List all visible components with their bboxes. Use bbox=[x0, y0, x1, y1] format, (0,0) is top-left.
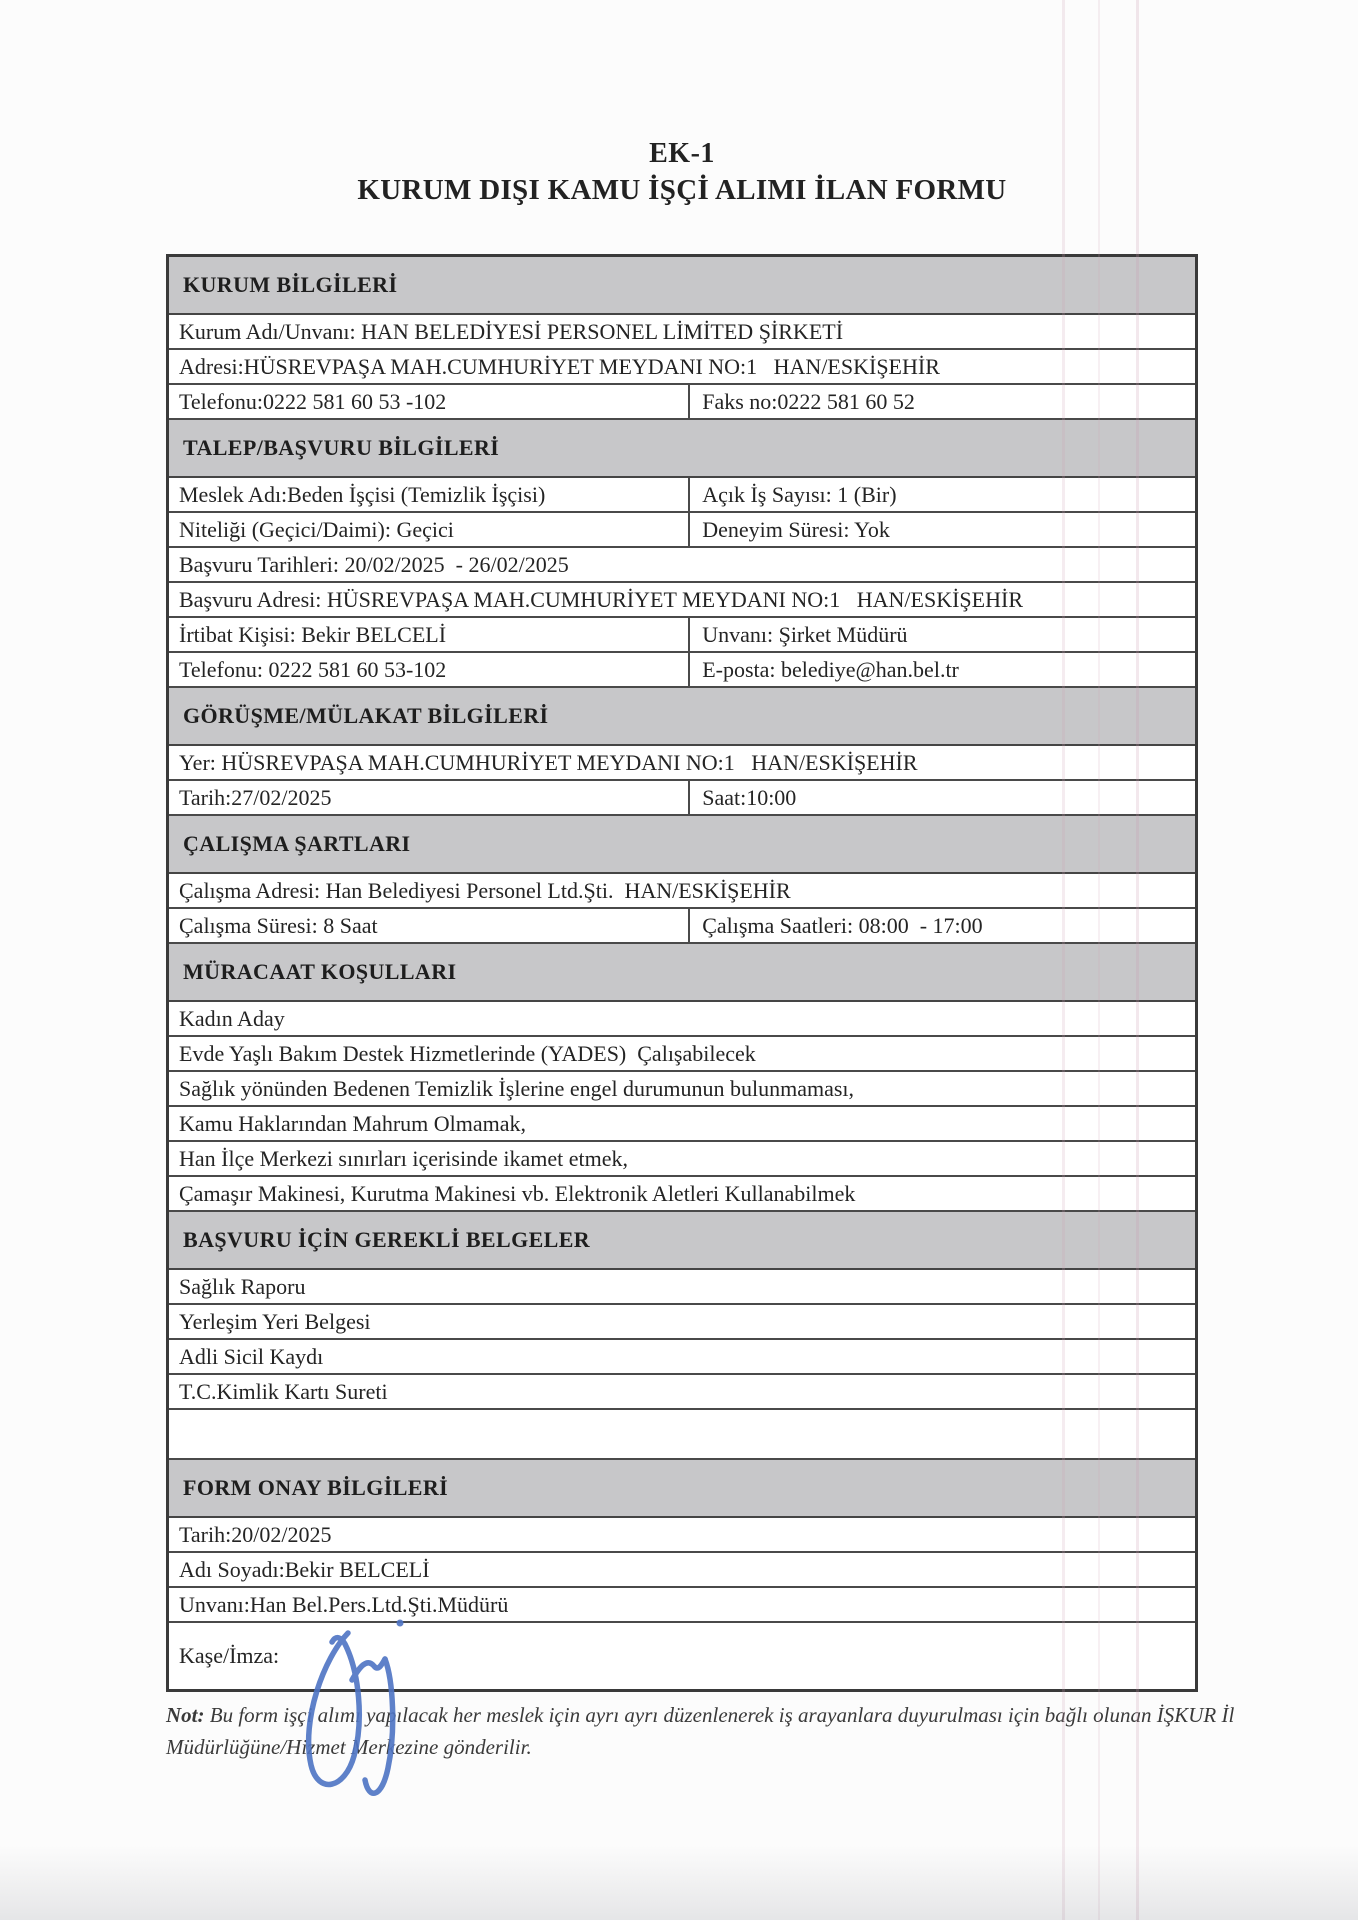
footer-note bbox=[166, 1700, 1236, 1764]
adresi-value: Adresi:HÜSREVPAŞA MAH.CUMHURİYET MEYDANI NO:1 HAN/ESKİŞEHİR bbox=[179, 353, 940, 379]
form-table bbox=[166, 254, 1198, 1692]
row-kosul-2 bbox=[169, 1037, 1195, 1072]
kosul-5-value: Han İlçe Merkezi sınırları içerisinde ikamet etmek, bbox=[179, 1145, 628, 1171]
row-telefon-eposta bbox=[169, 653, 1195, 688]
row-basvuru-tarihleri bbox=[169, 548, 1195, 583]
row-adi-soyadi bbox=[169, 1553, 1195, 1588]
adi-soyadi-value: Adı Soyadı:Bekir BELCELİ bbox=[179, 1556, 430, 1582]
row-onay-tarih bbox=[169, 1518, 1195, 1553]
row-kosul-5 bbox=[169, 1142, 1195, 1177]
cell-acik-is-sayisi: Açık İş Sayısı: 1 (Bir) bbox=[702, 481, 897, 507]
row-adresi bbox=[169, 350, 1195, 385]
kosul-1-value: Kadın Aday bbox=[179, 1005, 285, 1031]
section-header-gorusme-mulakat: GÖRÜŞME/MÜLAKAT BİLGİLERİ bbox=[169, 688, 1195, 746]
scan-bottom-shade bbox=[0, 1845, 1358, 1920]
belge-2-value: Yerleşim Yeri Belgesi bbox=[179, 1308, 371, 1334]
row-calisma-adresi bbox=[169, 874, 1195, 909]
row-basvuru-adresi bbox=[169, 583, 1195, 618]
form-ek-label: EK-1 bbox=[649, 138, 715, 169]
yer-value: Yer: HÜSREVPAŞA MAH.CUMHURİYET MEYDANI NO:1 HAN/ESKİŞEHİR bbox=[179, 749, 918, 775]
row-kosul-1 bbox=[169, 1002, 1195, 1037]
cell-telefonu: Telefonu:0222 581 60 53 -102 bbox=[169, 385, 690, 418]
row-sure-saatler bbox=[169, 909, 1195, 944]
kosul-3-value: Sağlık yönünden Bedenen Temizlik İşlerine engel durumunun bulunmaması, bbox=[179, 1075, 855, 1101]
cell-calisma-suresi: Çalışma Süresi: 8 Saat bbox=[169, 909, 690, 942]
section-header-calisma-sartlari: ÇALIŞMA ŞARTLARI bbox=[169, 816, 1195, 874]
kosul-2-value: Evde Yaşlı Bakım Destek Hizmetlerinde (YADES) Çalışabilecek bbox=[179, 1040, 756, 1066]
belge-1-value: Sağlık Raporu bbox=[179, 1273, 306, 1299]
kase-imza-label: Kaşe/İmza: bbox=[179, 1643, 280, 1668]
cell-irtibat-kisisi: İrtibat Kişisi: Bekir BELCELİ bbox=[169, 618, 690, 651]
cell-meslek-adi: Meslek Adı:Beden İşçisi (Temizlik İşçisi) bbox=[169, 478, 690, 511]
belge-3-value: Adli Sicil Kaydı bbox=[179, 1343, 324, 1369]
cell-unvani: Unvanı: Şirket Müdürü bbox=[702, 621, 908, 647]
row-onay-unvani bbox=[169, 1588, 1195, 1623]
row-kosul-4 bbox=[169, 1107, 1195, 1142]
row-belge-1 bbox=[169, 1270, 1195, 1305]
row-belge-4 bbox=[169, 1375, 1195, 1410]
section-header-muracaat-kosullari: MÜRACAAT KOŞULLARI bbox=[169, 944, 1195, 1002]
row-irtibat-unvani bbox=[169, 618, 1195, 653]
row-meslek-acikis bbox=[169, 478, 1195, 513]
row-kosul-3 bbox=[169, 1072, 1195, 1107]
row-niteligi-deneyim bbox=[169, 513, 1195, 548]
section-header-talep-basvuru: TALEP/BAŞVURU BİLGİLERİ bbox=[169, 420, 1195, 478]
kurum-adi-value: Kurum Adı/Unvanı: HAN BELEDİYESİ PERSONEL LİMİTED ŞİRKETİ bbox=[179, 318, 844, 344]
kosul-6-value: Çamaşır Makinesi, Kurutma Makinesi vb. Elektronik Aletleri Kullanabilmek bbox=[179, 1180, 856, 1206]
cell-telefonu-2: Telefonu: 0222 581 60 53-102 bbox=[169, 653, 690, 686]
row-kase-imza bbox=[169, 1623, 1195, 1689]
section-header-gerekli-belgeler: BAŞVURU İÇİN GEREKLİ BELGELER bbox=[169, 1212, 1195, 1270]
onay-tarih-value: Tarih:20/02/2025 bbox=[179, 1521, 332, 1547]
row-tarih-saat bbox=[169, 781, 1195, 816]
row-belge-3 bbox=[169, 1340, 1195, 1375]
section-header-form-onay: FORM ONAY BİLGİLERİ bbox=[169, 1460, 1195, 1518]
cell-saat: Saat:10:00 bbox=[702, 784, 797, 810]
row-yer bbox=[169, 746, 1195, 781]
row-kurum-adi bbox=[169, 315, 1195, 350]
cell-deneyim-suresi: Deneyim Süresi: Yok bbox=[702, 516, 890, 542]
row-telefon-faks bbox=[169, 385, 1195, 420]
cell-tarih: Tarih:27/02/2025 bbox=[169, 781, 690, 814]
basvuru-tarihleri-value: Başvuru Tarihleri: 20/02/2025 - 26/02/2025 bbox=[179, 551, 569, 577]
basvuru-adresi-value: Başvuru Adresi: HÜSREVPAŞA MAH.CUMHURİYET MEYDANI NO:1 HAN/ESKİŞEHİR bbox=[179, 586, 1023, 612]
cell-faks: Faks no:0222 581 60 52 bbox=[702, 388, 915, 414]
footer-note-label: Not: bbox=[166, 1703, 205, 1727]
calisma-adresi-value: Çalışma Adresi: Han Belediyesi Personel Ltd.Şti. HAN/ESKİŞEHİR bbox=[179, 877, 791, 903]
kosul-4-value: Kamu Haklarından Mahrum Olmamak, bbox=[179, 1110, 527, 1136]
row-empty-spacer bbox=[169, 1410, 1195, 1460]
row-kosul-6 bbox=[169, 1177, 1195, 1212]
form-title: KURUM DIŞI KAMU İŞÇİ ALIMI İLAN FORMU bbox=[357, 174, 1007, 206]
cell-calisma-saatleri: Çalışma Saatleri: 08:00 - 17:00 bbox=[702, 912, 983, 938]
belge-4-value: T.C.Kimlik Kartı Sureti bbox=[179, 1378, 388, 1404]
section-header-kurum-bilgileri: KURUM BİLGİLERİ bbox=[169, 257, 1195, 315]
row-belge-2 bbox=[169, 1305, 1195, 1340]
onay-unvani-value: Unvanı:Han Bel.Pers.Ltd.Şti.Müdürü bbox=[179, 1591, 509, 1617]
cell-eposta: E-posta: belediye@han.bel.tr bbox=[702, 656, 959, 682]
footer-note-text: Bu form işçi alımı yapılacak her meslek için ayrı ayrı düzenlenerek iş arayanlara duyurulması için bağlı olunan İŞKUR İl Müdürlüğüne/Hizmet Merkezine gönderilir. bbox=[166, 1703, 1235, 1759]
cell-niteligi: Niteliği (Geçici/Daimi): Geçici bbox=[169, 513, 690, 546]
